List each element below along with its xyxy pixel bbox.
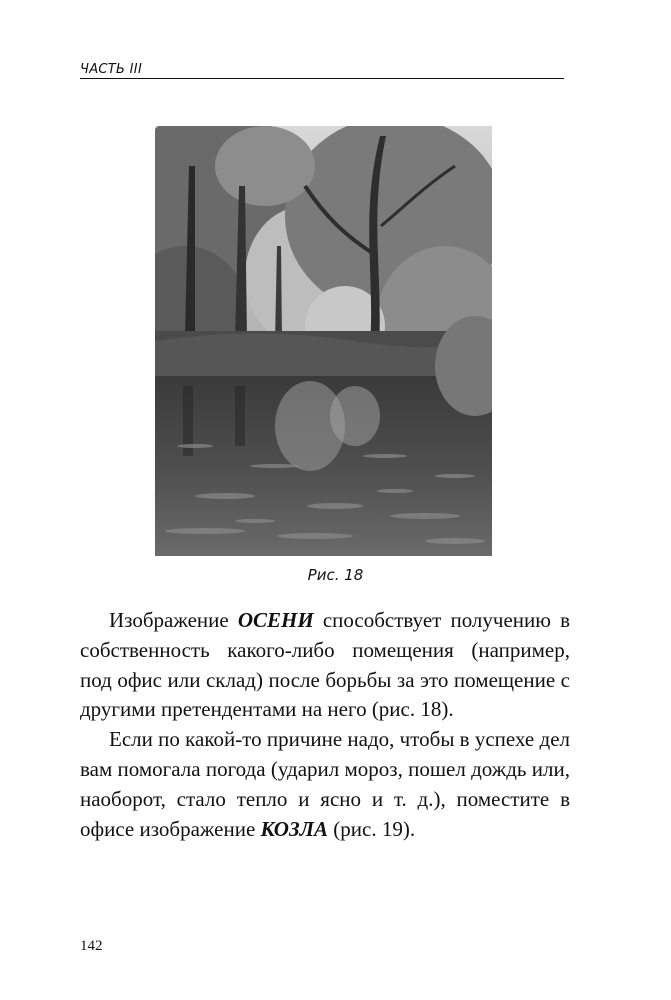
paragraph-text: способствует получению в собственность какого-либо помещения (например, под офис или склад) после борьбы за это помещение с другими претендентами на него (рис. 18).	[80, 608, 570, 722]
paragraph	[80, 606, 570, 725]
paragraph-text: (рис. 19).	[328, 816, 416, 841]
autumn-pond-photo	[155, 126, 492, 556]
body-text	[80, 606, 570, 844]
emphasis-word: ОСЕНИ	[237, 608, 314, 632]
paragraph	[80, 725, 570, 844]
running-head: ЧАСТЬ III	[80, 62, 143, 77]
paragraph-text: Изображение	[109, 608, 238, 632]
figure-caption: Рис. 18	[307, 566, 364, 584]
page-number: 142	[80, 938, 103, 954]
emphasis-word: КОЗЛА	[260, 816, 329, 841]
header-rule	[80, 78, 564, 79]
paragraph-text: Если по какой-то причине надо, чтобы в успехе дел вам помогала погода (ударил мороз, пошел дождь или, наоборот, стало тепло и ясно и т. д.), поместите в офисе изображение	[80, 727, 570, 841]
